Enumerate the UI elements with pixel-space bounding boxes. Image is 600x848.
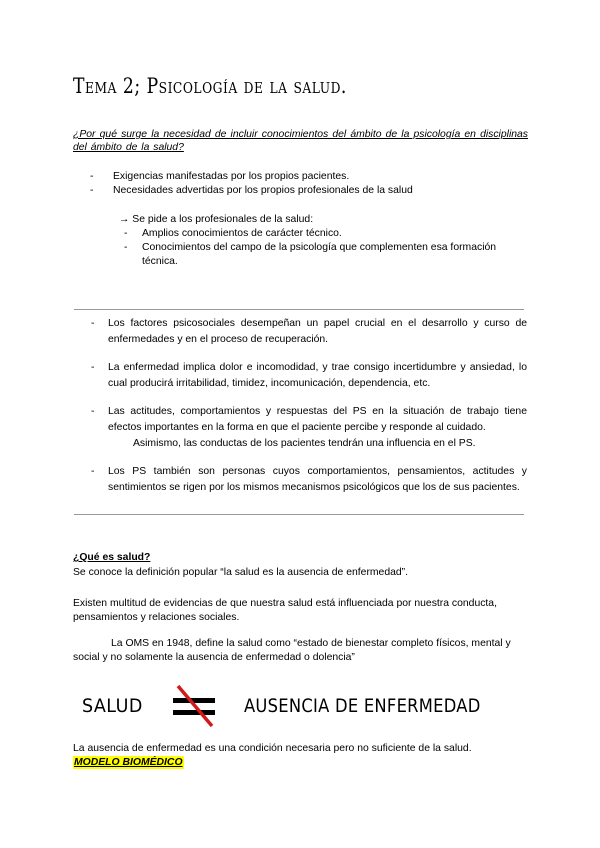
health-paragraph: Existen multitud de evidencias de que nuestra salud está influenciada por nuestra conducta, pensamientos y relaciones sociales.	[73, 598, 497, 623]
health-paragraph: La ausencia de enfermedad es una condición necesaria pero no suficiente de la salud.	[73, 743, 472, 754]
banner-right-term: AUSENCIA DE ENFERMEDAD	[244, 695, 481, 717]
list-item: - Amplios conocimientos de carácter técnico.	[124, 228, 342, 239]
request-intro: → Se pide a los profesionales de la salud:	[119, 214, 314, 225]
boxed-point-extra: Asimismo, las conductas de los pacientes tendrán una influencia en el PS.	[133, 438, 476, 449]
list-item: - Los PS también son personas cuyos comportamientos, pensamientos, actitudes y sentimientos se rigen por los mismos mecanismos psicológicos que los de sus pacientes.	[91, 466, 527, 493]
health-paragraph: Se conoce la definición popular “la salud es la ausencia de enfermedad”.	[73, 567, 409, 578]
salud-not-equal-banner	[78, 682, 518, 732]
list-item: - Exigencias manifestadas por los propios pacientes.	[90, 171, 350, 182]
list-item: - La enfermedad implica dolor e incomodidad, y trae consigo incertidumbre y ansiedad, lo cual producirá irritabilidad, timidez, incomunicación, dependencia, etc.	[91, 362, 527, 389]
list-item: - Conocimientos del campo de la psicología que complementen esa formación técnica.	[124, 242, 497, 267]
biomedical-model-label: MODELO BIOMÉDICO	[74, 757, 183, 768]
section-question: ¿Por qué surge la necesidad de incluir conocimientos del ámbito de la psicología en disciplinas del ámbito de la salud?	[73, 129, 528, 153]
health-heading: ¿Qué es salud?	[73, 552, 151, 563]
boxed-points-list	[91, 316, 527, 508]
requests-list	[124, 227, 534, 269]
list-item: - Los factores psicosociales desempeñan un papel crucial en el desarrollo y curso de enfermedades y en el proceso de recuperación.	[91, 318, 527, 345]
banner-left-term: SALUD	[82, 695, 143, 717]
divider-top	[74, 309, 524, 310]
divider-bottom	[74, 514, 524, 515]
who-definition: La OMS en 1948, define la salud como “estado de bienestar completo físicos, mental y social y no solamente la ausencia de enfermedad o dolencia”	[73, 638, 511, 663]
page-title: Tema 2; Psicología de la salud.	[73, 74, 347, 98]
list-item: - Las actitudes, comportamientos y respuestas del PS en la situación de trabajo tiene efectos importantes en la forma en que el paciente percibe y responde al cuidado. Asimismo, las conductas de los pacientes tendrán una influencia en el PS.	[91, 404, 527, 452]
not-equal-icon	[170, 684, 218, 728]
reasons-list	[90, 170, 530, 198]
list-item: - Necesidades advertidas por los propios profesionales de la salud	[90, 185, 413, 196]
